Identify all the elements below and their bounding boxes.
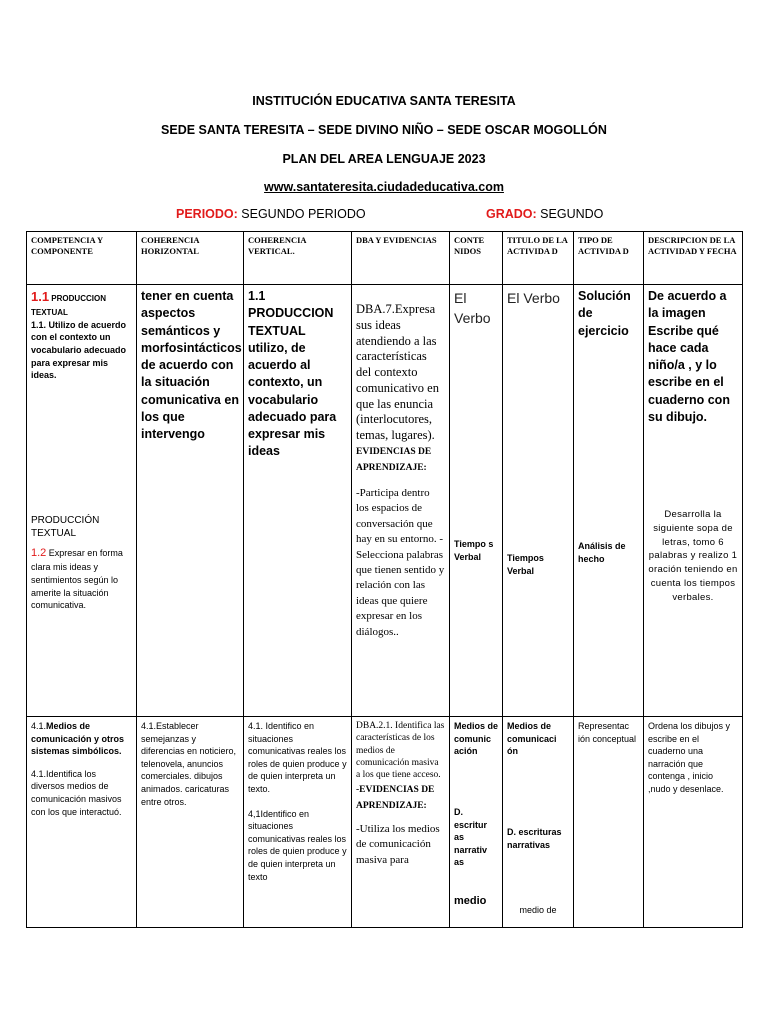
header-contenidos: CONTE NIDOS — [450, 232, 503, 285]
periodo-value: SEGUNDO PERIODO — [237, 207, 366, 221]
cell-contenidos — [450, 717, 503, 928]
cell-tipo — [574, 285, 644, 717]
contenido-1: El Verbo — [454, 290, 491, 327]
periodo-label: PERIODO: — [176, 207, 238, 221]
plan-title: PLAN DEL AREA LENGUAJE 2023 — [282, 152, 486, 166]
evidencias-title: -EVIDENCIAS DE APRENDIZAJE: — [356, 784, 435, 811]
evidencias-title: EVIDENCIAS DE APRENDIZAJE: — [356, 446, 432, 473]
competencia-text-2: Expresar en forma clara mis ideas y sentimientos según lo amerite la situación comunicativa. — [31, 548, 123, 611]
website-link[interactable]: www.santateresita.ciudadeducativa.com — [264, 180, 504, 194]
cell-descripcion — [644, 285, 743, 717]
horizontal-text: tener en cuenta aspectos semánticos y morfosintácticos de acuerdo con la situación comunicativa en los que intervengo — [141, 289, 242, 441]
header-coherencia-vertical: COHERENCIA VERTICAL. — [244, 232, 352, 285]
cell-titulo — [503, 285, 574, 717]
descripcion-1: De acuerdo a la imagen Escribe qué hace cada niño/a , y lo escribe en el cuaderno con su dibujo. — [648, 289, 730, 424]
header-dba: DBA Y EVIDENCIAS — [352, 232, 450, 285]
dba-text: DBA.7.Expresa sus ideas atendiendo a las características del contexto comunicativo en que las enuncia (interlocutores, temas, lugares). — [356, 302, 439, 442]
titulo-1: Medios de comunicaci ón — [507, 721, 557, 757]
descripcion-2: Desarrolla la siguiente sopa de letras, tomo 6 palabras y realizo 1 oración teniendo en cuenta los tiempos verbales. — [648, 509, 738, 603]
header-descripcion: DESCRIPCION DE LA ACTIVIDAD Y FECHA — [644, 232, 743, 285]
cell-tipo — [574, 717, 644, 928]
competencia-text: 4.1.Identifica los diversos medios de comunicación masivos con los que interactuó. — [31, 768, 122, 817]
competencia-number-2: 1.2 — [31, 547, 47, 559]
tipo-1: Solución de ejercicio — [578, 289, 631, 338]
sedes-line: SEDE SANTA TERESITA – SEDE DIVINO NIÑO – SEDE OSCAR MOGOLLÓN — [161, 123, 607, 137]
cell-titulo — [503, 717, 574, 928]
contenido-1: Medios de comunic ación — [454, 721, 499, 757]
competencia-title-2: PRODUCCIÓN TEXTUAL — [31, 515, 100, 539]
competencia-block-1 — [31, 288, 132, 382]
tipo-1: Representac ión conceptual — [578, 721, 637, 744]
header-titulo: TITULO DE LA ACTIVIDA D — [503, 232, 574, 285]
vertical-text-2: 4,1Identifico en situaciones comunicativas reales los roles de quien produce y de quien interpreta un texto — [248, 808, 347, 882]
contenido-2: Tiempo s Verbal — [454, 539, 494, 562]
cell-dba — [352, 717, 450, 928]
grado-label: GRADO: — [486, 207, 537, 221]
vertical-text: 1.1 PRODUCCION TEXTUAL utilizo, de acuerdo al contexto, un vocabulario adecuado para expresar mis ideas — [248, 289, 337, 459]
horizontal-text: 4.1.Establecer semejanzas y diferencias en noticiero, telenovela, anuncios comerciales. dibujos animados. caricaturas entre otros. — [141, 721, 237, 807]
cell-descripcion — [644, 717, 743, 928]
plan-table — [26, 231, 743, 928]
competencia-title: Medios de comunicación y otros sistemas simbólicos. — [31, 721, 125, 757]
header-coherencia-horizontal: COHERENCIA HORIZONTAL — [137, 232, 244, 285]
cell-horizontal — [137, 717, 244, 928]
competencia-title: PRODUCCION TEXTUAL — [31, 294, 106, 318]
cell-vertical — [244, 717, 352, 928]
header-tipo: TIPO DE ACTIVIDA D — [574, 232, 644, 285]
titulo-3: medio de — [519, 905, 557, 915]
competencia-text: 1.1. Utilizo de acuerdo con el contexto un vocabulario adecuado para expresar mis ideas. — [31, 319, 127, 381]
competencia-number: 4.1. — [31, 721, 47, 731]
dba-text: DBA.2.1. Identifica las características de los medios de comunicación masiva a los que tiene acceso. — [356, 721, 445, 781]
contenido-3: medio — [454, 895, 487, 907]
header-competencia: COMPETENCIA Y COMPONENTE — [27, 232, 137, 285]
grado-line — [486, 207, 603, 221]
institution-title: INSTITUCIÓN EDUCATIVA SANTA TERESITA — [252, 94, 516, 108]
descripcion-1: Ordena los dibujos y escribe en el cuaderno una narración que contenga , inicio ,nudo y desenlace. — [648, 721, 731, 794]
competencia-number: 1.1 — [31, 289, 50, 304]
cell-dba — [352, 285, 450, 717]
table-row — [27, 717, 743, 928]
cell-vertical — [244, 285, 352, 717]
evidencias-text: -Utiliza los medios de comunicación masiva para — [356, 823, 440, 866]
competencia-block-2 — [31, 514, 132, 612]
table-header-row — [27, 232, 743, 285]
cell-horizontal — [137, 285, 244, 717]
cell-contenidos — [450, 285, 503, 717]
table-row — [27, 285, 743, 717]
grado-value: SEGUNDO — [536, 207, 604, 221]
periodo-line — [176, 207, 366, 221]
tipo-2: Análisis de hecho — [578, 541, 626, 564]
titulo-2: Tiempos Verbal — [507, 553, 544, 576]
contenido-2: D. escritur as narrativ as — [454, 807, 488, 868]
vertical-text-1: 4.1. Identifico en situaciones comunicativas reales los roles de quien produce y de quien interpreta un texto. — [248, 721, 347, 794]
titulo-2: D. escrituras narrativas — [507, 827, 562, 850]
evidencias-text: -Participa dentro los espacios de conversación que hay en su entorno. -Selecciona palabras que tienen sentido y relación con las ideas que quiere expresar en los diálogos.. — [356, 487, 445, 638]
competencia-block — [31, 720, 132, 758]
cell-competencia — [27, 285, 137, 717]
cell-competencia — [27, 717, 137, 928]
titulo-1: El Verbo — [507, 290, 560, 306]
